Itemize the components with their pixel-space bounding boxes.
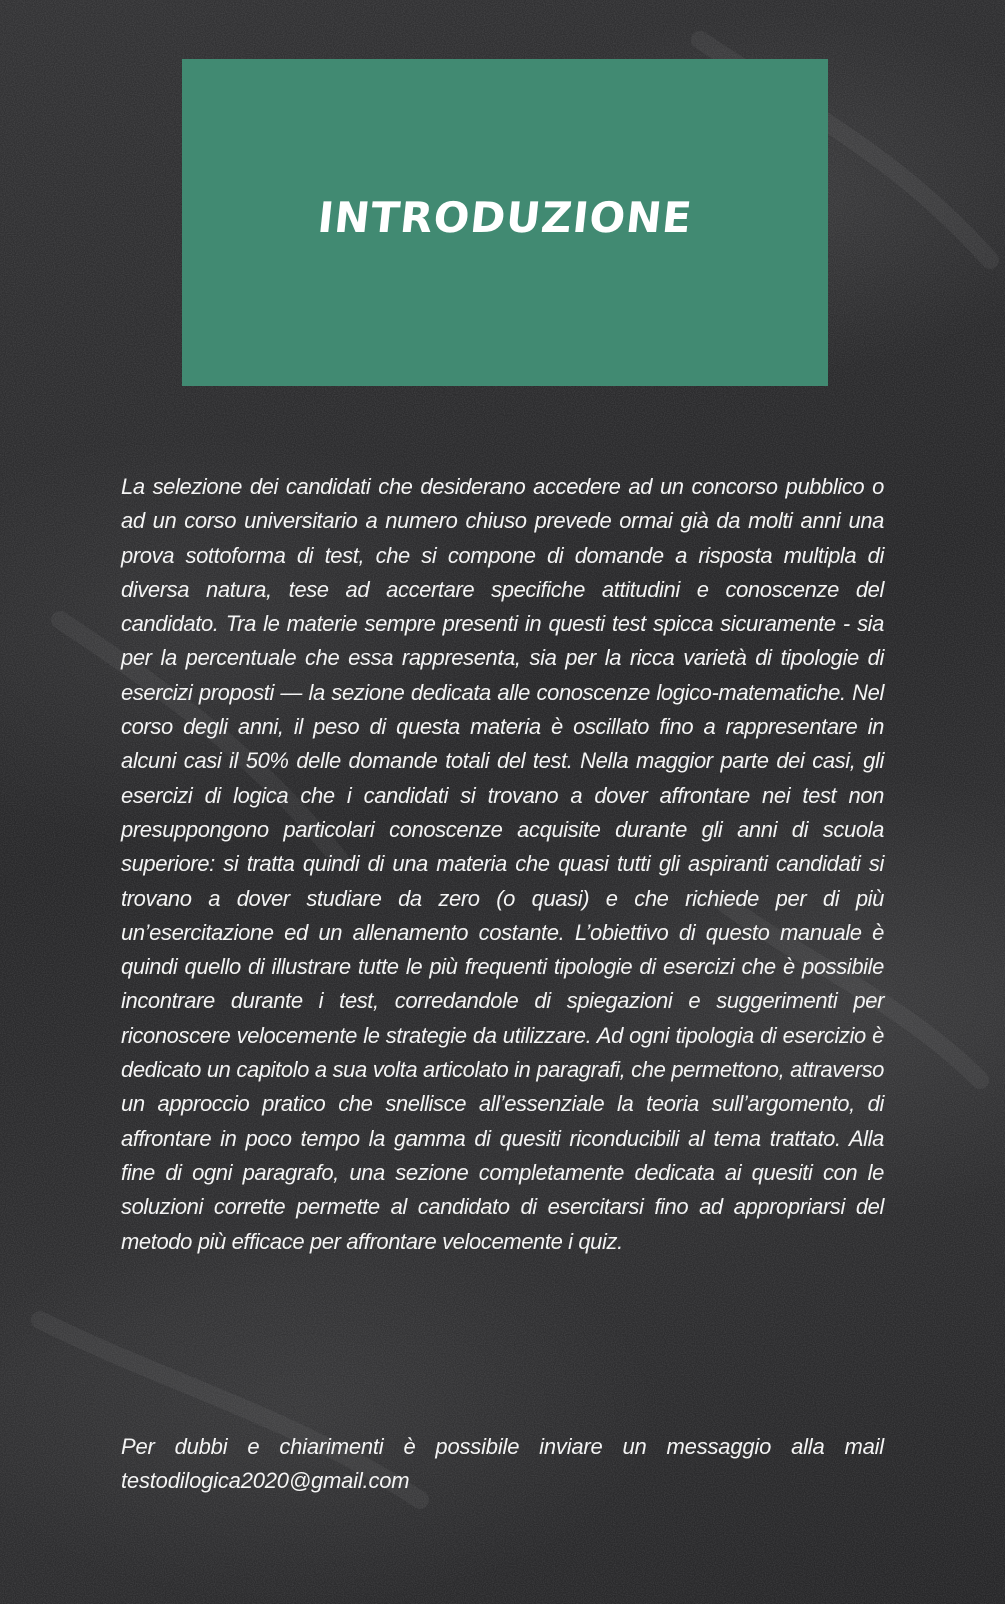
contact-paragraph: Per dubbi e chiarimenti è possibile inviare un messaggio alla mail testodilogica2020@gmail.com [121, 1434, 884, 1493]
title-banner [182, 59, 828, 386]
page-title: INTRODUZIONE [315, 193, 695, 242]
intro-paragraph: La selezione dei candidati che desiderano accedere ad un concorso pubblico o ad un corso universitario a numero chiuso prevede ormai già da molti anni una prova sottoforma di test, che si compone di domande a risposta multipla di diversa natura, tese ad accertare specifiche attitudini e conoscenze del candidato. Tra le materie sempre presenti in questi test spicca sicuramente - sia per la percentuale che essa rappresenta, sia per la ricca varietà di tipologie di esercizi proposti — la sezione dedicata alle conoscenze logico-matematiche. Nel corso degli anni, il peso di questa materia è oscillato fino a rappresentare in alcuni casi il 50% delle domande totali del test. Nella maggior parte dei casi, gli esercizi di logica che i candidati si trovano a dover affrontare nei test non presuppongono particolari conoscenze acquisite durante gli anni di scuola superiore: si tratta quindi di una materia che quasi tutti gli aspiranti candidati si trovano a dover studiare da zero (o quasi) e che richiede per di più un’esercitazione ed un allenamento costante. L’obiettivo di questo manuale è quindi quello di illustrare tutte le più frequenti tipologie di esercizi che è possibile incontrare durante i test, corredandole di spiegazioni e suggerimenti per riconoscere velocemente le strategie da utilizzare. Ad ogni tipologia di esercizio è dedicato un capitolo a sua volta articolato in paragrafi, che permettono, attraverso un approccio pratico che snellisce all’essenziale la teoria sull’argomento, di affrontare in poco tempo la gamma di quesiti riconducibili al tema trattato. Alla fine di ogni paragrafo, una sezione completamente dedicata ai quesiti con le soluzioni corrette permette al candidato di esercitarsi fino ad appropriarsi del metodo più efficace per affrontare velocemente i quiz. [121, 474, 884, 1254]
